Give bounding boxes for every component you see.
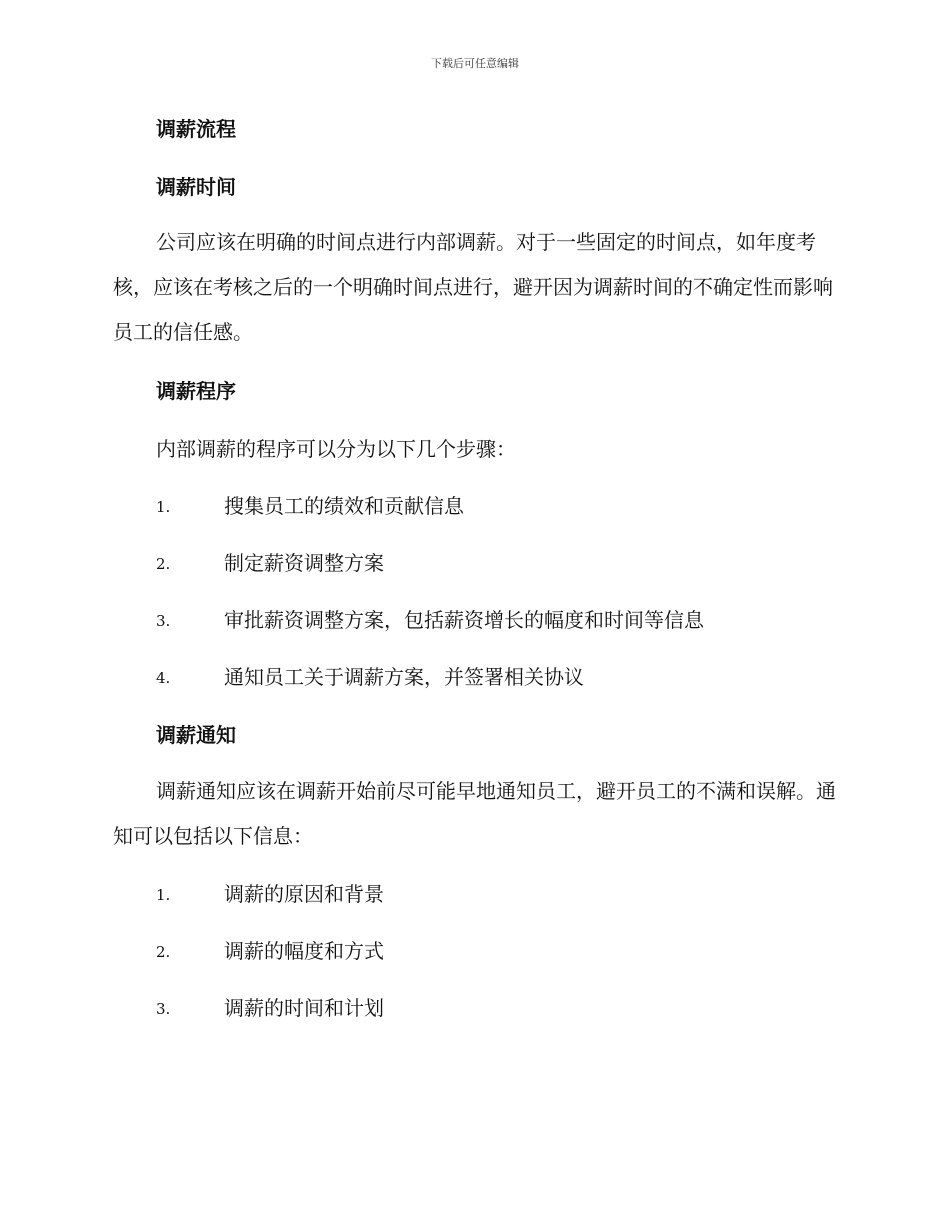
list-number: 3. xyxy=(156,612,171,630)
section-heading-notice: 调薪通知 xyxy=(156,723,236,747)
section-heading-time: 调薪时间 xyxy=(156,175,236,199)
list-number: 3. xyxy=(156,1000,171,1018)
list-number: 1. xyxy=(156,886,171,904)
list-number: 1. xyxy=(156,498,171,516)
list-text: 审批薪资调整方案，包括薪资增长的幅度和时间等信息 xyxy=(224,608,704,632)
paragraph-time: 公司应该在明确的时间点进行内部调薪。对于一些固定的时间点，如年度考核，应该在考核之后的一个明确时间点进行，避开因为调薪时间的不确定性而影响员工的信任感。 xyxy=(113,230,833,344)
list-text: 调薪的幅度和方式 xyxy=(224,939,384,963)
document-title: 调薪流程 xyxy=(156,117,236,141)
page-header: 下载后可任意编辑 xyxy=(431,57,519,70)
list-text: 制定薪资调整方案 xyxy=(224,551,384,575)
list-number: 4. xyxy=(156,669,171,687)
section-heading-procedure: 调薪程序 xyxy=(156,379,236,403)
list-number: 2. xyxy=(156,555,171,573)
list-text: 调薪的原因和背景 xyxy=(224,882,384,906)
list-text: 搜集员工的绩效和贡献信息 xyxy=(224,494,464,518)
list-text: 通知员工关于调薪方案，并签署相关协议 xyxy=(224,665,584,689)
list-text: 调薪的时间和计划 xyxy=(224,996,384,1020)
list-number: 2. xyxy=(156,943,171,961)
paragraph-notice: 调薪通知应该在调薪开始前尽可能早地通知员工，避开员工的不满和误解。通知可以包括以下信息： xyxy=(113,779,836,848)
procedure-intro: 内部调薪的程序可以分为以下几个步骤： xyxy=(156,437,516,461)
